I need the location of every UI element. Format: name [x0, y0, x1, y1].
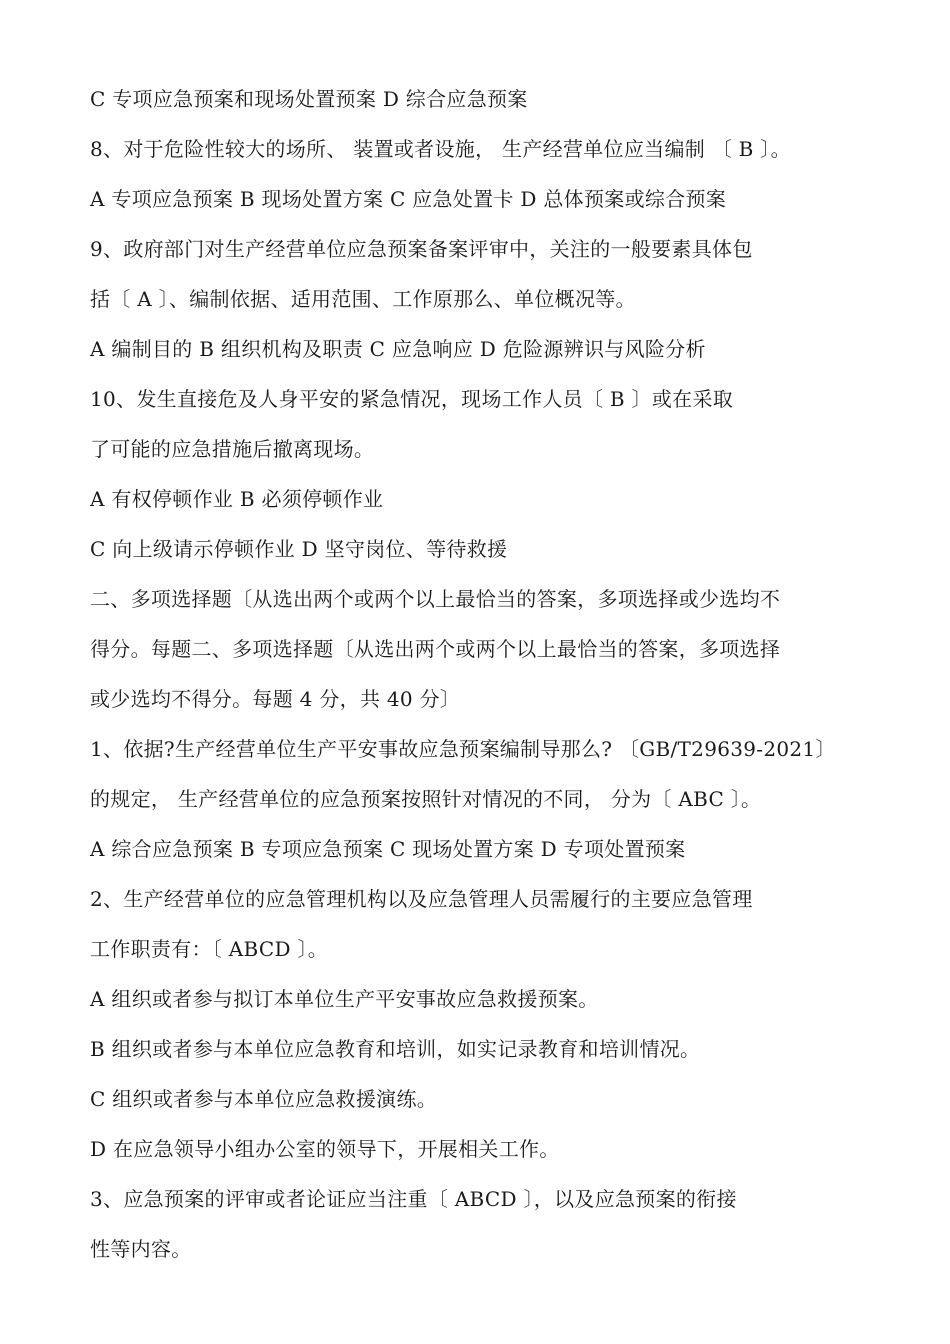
- text-line-mc-q2-option-b: B 组织或者参与本单位应急教育和培训，如实记录教育和培训情况。: [90, 1037, 701, 1061]
- text-line-mc-q1-options: A 综合应急预案 B 专项应急预案 C 现场处置方案 D 专项处置预案: [90, 837, 686, 861]
- text-line-question-9: 9、政府部门对生产经营单位应急预案备案评审中，关注的一般要素具体包: [90, 237, 753, 261]
- text-line-section-heading: 二、多项选择题〔从选出两个或两个以上最恰当的答案，多项选择或少选均不: [90, 587, 781, 611]
- text-line-q9-options: A 编制目的 B 组织机构及职责 C 应急响应 D 危险源辨识与风险分析: [90, 337, 706, 361]
- text-line-mc-question-3-cont: 性等内容。: [90, 1237, 192, 1261]
- text-line-question-9-cont: 括〔 A 〕、编制依据、适用范围、工作原那么、单位概况等。: [90, 287, 636, 311]
- text-line-mc-q2-option-a: A 组织或者参与拟订本单位生产平安事故应急救援预案。: [90, 987, 599, 1011]
- text-line-question-10-cont: 了可能的应急措施后撤离现场。: [90, 437, 375, 461]
- text-line-q10-options-ab: A 有权停顿作业 B 必须停顿作业: [90, 487, 384, 511]
- text-line-mc-question-1: 1、依据?生产经营单位生产平安事故应急预案编制导那么? 〔GB/T29639-2021〕: [90, 737, 836, 761]
- text-line-question-8: 8、对于危险性较大的场所、 装置或者设施， 生产经营单位应当编制 〔 B 〕。: [90, 137, 791, 161]
- text-line-q10-options-cd: C 向上级请示停顿作业 D 坚守岗位、等待救援: [90, 537, 508, 561]
- text-line-section-heading-3: 或少选均不得分。每题 4 分，共 40 分〕: [90, 687, 461, 711]
- text-line-q8-options: A 专项应急预案 B 现场处置方案 C 应急处置卡 D 总体预案或综合预案: [90, 187, 727, 211]
- text-line-mc-question-1-cont: 的规定， 生产经营单位的应急预案按照针对情况的不同， 分为〔 ABC 〕。: [90, 787, 762, 811]
- text-line-mc-q2-option-c: C 组织或者参与本单位应急救援演练。: [90, 1087, 438, 1111]
- text-line-mc-question-2-cont: 工作职责有：〔 ABCD 〕。: [90, 937, 329, 961]
- text-line-mc-q2-option-d: D 在应急领导小组办公室的领导下，开展相关工作。: [90, 1137, 560, 1161]
- text-line-option-c-d: C 专项应急预案和现场处置预案 D 综合应急预案: [90, 87, 528, 111]
- text-line-mc-question-2: 2、生产经营单位的应急管理机构以及应急管理人员需履行的主要应急管理: [90, 887, 753, 911]
- text-line-mc-question-3: 3、应急预案的评审或者论证应当注重〔 ABCD 〕，以及应急预案的衔接: [90, 1187, 737, 1211]
- text-line-section-heading-2: 得分。每题二、多项选择题〔从选出两个或两个以上最恰当的答案，多项选择: [90, 637, 781, 661]
- text-line-question-10: 10、发生直接危及人身平安的紧急情况，现场工作人员〔 B 〕或在采取: [90, 387, 734, 411]
